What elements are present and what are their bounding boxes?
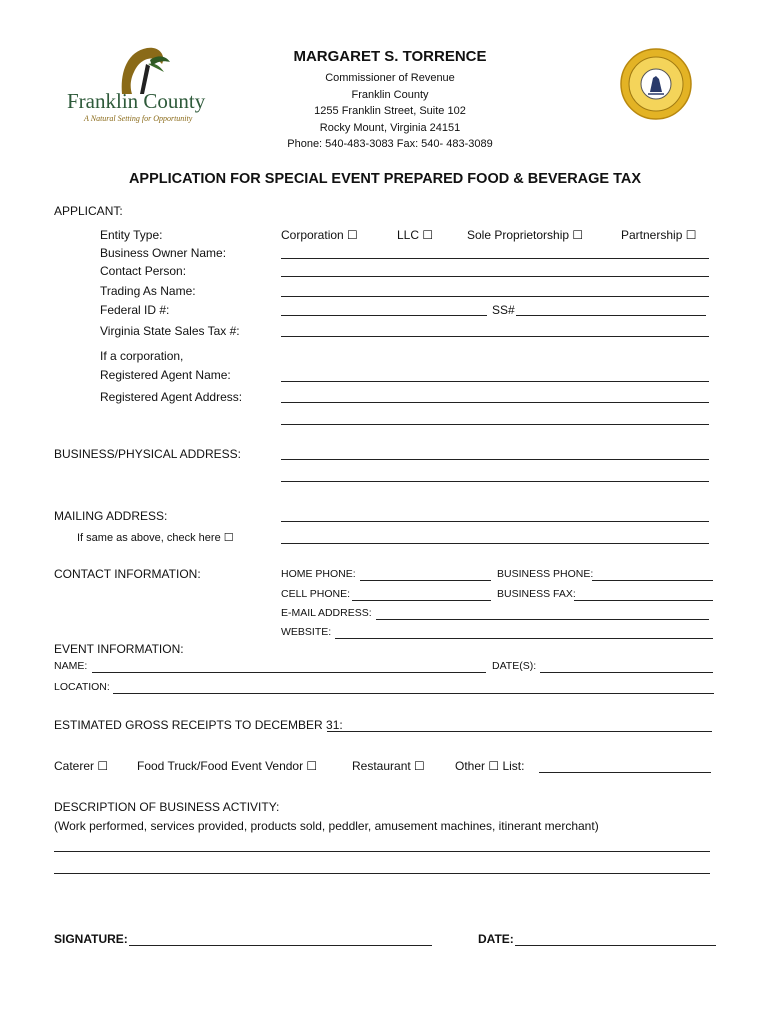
mailing-address-label: MAILING ADDRESS: [54, 509, 168, 523]
event-name-field[interactable] [92, 672, 486, 673]
business-phone-field[interactable] [592, 580, 713, 581]
website-field[interactable] [335, 638, 713, 639]
street-address: 1255 Franklin Street, Suite 102 [314, 105, 466, 117]
business-address-field-2[interactable] [281, 481, 709, 482]
logo-tagline: A Natural Setting for Opportunity [84, 114, 193, 123]
email-label: E-MAIL ADDRESS: [281, 607, 372, 619]
home-phone-label: HOME PHONE: [281, 568, 356, 580]
event-location-field[interactable] [113, 693, 714, 694]
cell-phone-field[interactable] [352, 600, 491, 601]
agent-name-label: Registered Agent Name: [100, 368, 231, 382]
contact-person-label: Contact Person: [100, 264, 187, 278]
email-field[interactable] [376, 619, 709, 620]
signature-field[interactable] [129, 945, 432, 946]
contact-person-field[interactable] [281, 276, 709, 277]
signature-label: SIGNATURE: [54, 932, 128, 946]
franklin-county-logo [62, 42, 222, 127]
entity-type-label: Entity Type: [100, 228, 163, 242]
description-field-2[interactable] [54, 873, 710, 874]
form-title: APPLICATION FOR SPECIAL EVENT PREPARED FOOD & BEVERAGE TAX [128, 171, 642, 187]
description-hint: (Work performed, services provided, products sold, peddler, amusement machines, itinerant merchant) [54, 819, 599, 833]
business-address-label: BUSINESS/PHYSICAL ADDRESS: [54, 447, 241, 461]
ss-label: SS# [492, 303, 515, 317]
city-address: Rocky Mount, Virginia 24151 [319, 121, 461, 134]
mailing-address-field-2[interactable] [281, 543, 709, 544]
description-label: DESCRIPTION OF BUSINESS ACTIVITY: [54, 800, 280, 814]
county-name: Franklin County [351, 88, 429, 101]
caterer-checkbox[interactable]: Caterer ☐ [54, 759, 109, 773]
event-info-heading: EVENT INFORMATION: [54, 642, 184, 656]
cell-phone-label: CELL PHONE: [281, 588, 351, 600]
gross-receipts-field[interactable] [327, 731, 712, 732]
applicant-heading: APPLICANT: [54, 204, 123, 218]
business-owner-field[interactable] [281, 258, 709, 259]
business-fax-field[interactable] [574, 600, 713, 601]
date-label: DATE: [478, 932, 514, 946]
same-as-above-checkbox[interactable]: If same as above, check here ☐ [77, 532, 234, 544]
website-label: WEBSITE: [281, 626, 332, 638]
va-sales-tax-field[interactable] [281, 336, 709, 337]
seal-icon [620, 48, 692, 120]
trading-as-field[interactable] [281, 296, 709, 297]
business-owner-label: Business Owner Name: [100, 246, 227, 260]
trading-as-label: Trading As Name: [100, 284, 196, 298]
logo-name: Franklin County [67, 89, 206, 113]
if-corporation-label: If a corporation, [100, 349, 184, 363]
agent-address-field-2[interactable] [281, 424, 709, 425]
commissioner-name: MARGARET S. TORRENCE [293, 48, 487, 65]
event-dates-label: DATE(S): [492, 660, 537, 672]
gross-receipts-label: ESTIMATED GROSS RECEIPTS TO DECEMBER 31: [54, 718, 343, 732]
contact-info-label: CONTACT INFORMATION: [54, 567, 201, 581]
restaurant-checkbox[interactable]: Restaurant ☐ [352, 759, 425, 773]
description-field-1[interactable] [54, 851, 710, 852]
date-field[interactable] [515, 945, 716, 946]
agent-name-field[interactable] [281, 381, 709, 382]
phone-fax: Phone: 540-483-3083 Fax: 540- 483-3089 [287, 138, 493, 150]
federal-id-field[interactable] [281, 315, 487, 316]
va-sales-tax-label: Virginia State Sales Tax #: [100, 324, 240, 338]
business-phone-label: BUSINESS PHONE: [497, 568, 594, 580]
home-phone-field[interactable] [360, 580, 491, 581]
other-checkbox[interactable]: Other ☐ List: [455, 759, 525, 773]
option-partnership[interactable]: Partnership ☐ [621, 228, 697, 242]
agent-address-field-1[interactable] [281, 402, 709, 403]
food-truck-checkbox[interactable]: Food Truck/Food Event Vendor ☐ [137, 759, 318, 773]
event-dates-field[interactable] [540, 672, 713, 673]
business-address-field-1[interactable] [281, 459, 709, 460]
other-list-field[interactable] [539, 772, 711, 773]
commissioner-title: Commissioner of Revenue [325, 72, 455, 84]
agent-address-label: Registered Agent Address: [100, 390, 243, 404]
option-sole-proprietorship[interactable]: Sole Proprietorship ☐ [467, 228, 584, 242]
federal-id-label: Federal ID #: [100, 303, 170, 317]
header-block [240, 48, 540, 153]
business-fax-label: BUSINESS FAX: [497, 588, 576, 600]
option-corporation[interactable]: Corporation ☐ [281, 228, 358, 242]
event-name-label: NAME: [54, 660, 88, 672]
virginia-seal [620, 48, 692, 120]
mailing-address-field-1[interactable] [281, 521, 709, 522]
event-location-label: LOCATION: [54, 681, 110, 693]
option-llc[interactable]: LLC ☐ [397, 228, 434, 242]
ss-field[interactable] [516, 315, 706, 316]
